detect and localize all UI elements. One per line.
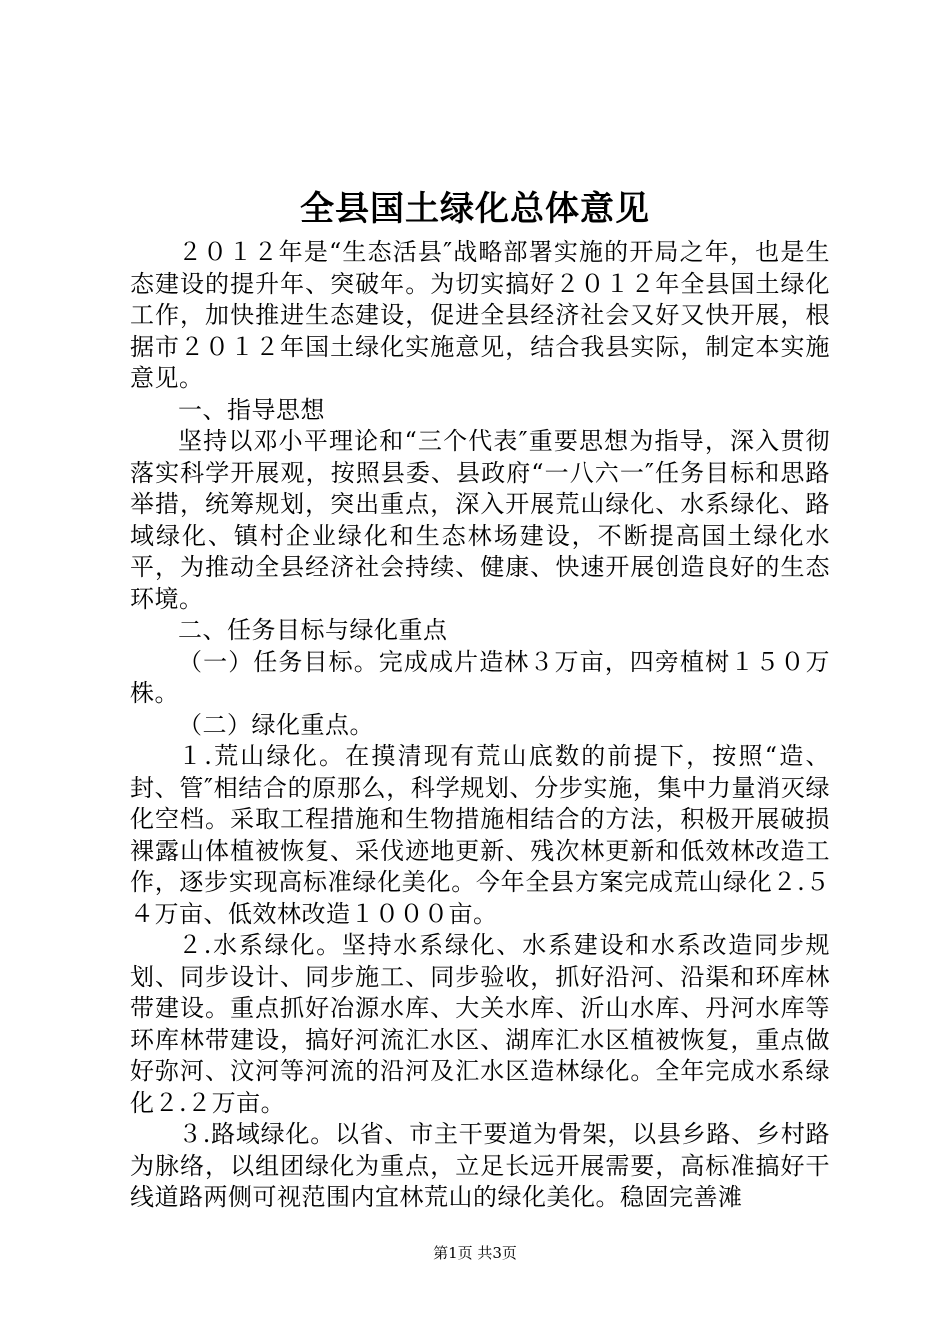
barren-hill-greening-paragraph: １.荒山绿化。在摸清现有荒山底数的前提下，按照“造、封、管″相结合的原那么，科学规划、分步实施，集中力量消灭绿化空档。采取工程措施和生物措施相结合的方法，积极开展破损裸露山体植被恢复、采伐迹地更新、残次林更新和低效林改造工作，逐步实现高标准绿化美化。今年全县方案完成荒山绿化２.５４万亩、低效林改造１０００亩。 [130, 742, 830, 928]
section-heading-guiding-ideology: 一、指导思想 [178, 395, 325, 424]
document-body [130, 237, 830, 1214]
intro-paragraph: ２０１２年是“生态活县″战略部署实施的开局之年，也是生态建设的提升年、突破年。为切实搞好２０１２年全县国土绿化工作，加快推进生态建设，促进全县经济社会又好又快开展，根据市２０１２年国土绿化实施意见，结合我县实际，制定本实施意见。 [130, 238, 830, 392]
water-system-greening-paragraph: ２.水系绿化。坚持水系绿化、水系建设和水系改造同步规划、同步设计、同步施工、同步验收，抓好沿河、沿渠和环库林带建设。重点抓好冶源水库、大关水库、沂山水库、丹河水库等环库林带建设，搞好河流汇水区、湖库汇水区植被恢复，重点做好弥河、汶河等河流的沿河及汇水区造林绿化。全年完成水系绿化２.２万亩。 [130, 931, 830, 1117]
page-footer: 第1页 共3页 [433, 1244, 517, 1262]
greening-focus-heading: （二）绿化重点。 [178, 710, 374, 739]
document-title: 全县国土绿化总体意见 [300, 189, 650, 229]
guiding-ideology-paragraph: 坚持以邓小平理论和“三个代表″重要思想为指导，深入贯彻落实科学开展观，按照县委、县政府“一八六一″任务目标和思路举措，统筹规划，突出重点，深入开展荒山绿化、水系绿化、路域绿化、镇村企业绿化和生态林场建设，不断提高国土绿化水平，为推动全县经济社会持续、健康、快速开展创造良好的生态环境。 [130, 427, 830, 613]
road-greening-paragraph: ３.路域绿化。以省、市主干要道为骨架，以县乡路、乡村路为脉络，以组团绿化为重点，立足长远开展需要，高标准搞好干线道路两侧可视范围内宜林荒山的绿化美化。稳固完善滩 [130, 1120, 830, 1211]
section-heading-goals: 二、任务目标与绿化重点 [178, 616, 448, 644]
task-goals-paragraph: （一）任务目标。完成成片造林３万亩，四旁植树１５０万株。 [130, 647, 830, 707]
